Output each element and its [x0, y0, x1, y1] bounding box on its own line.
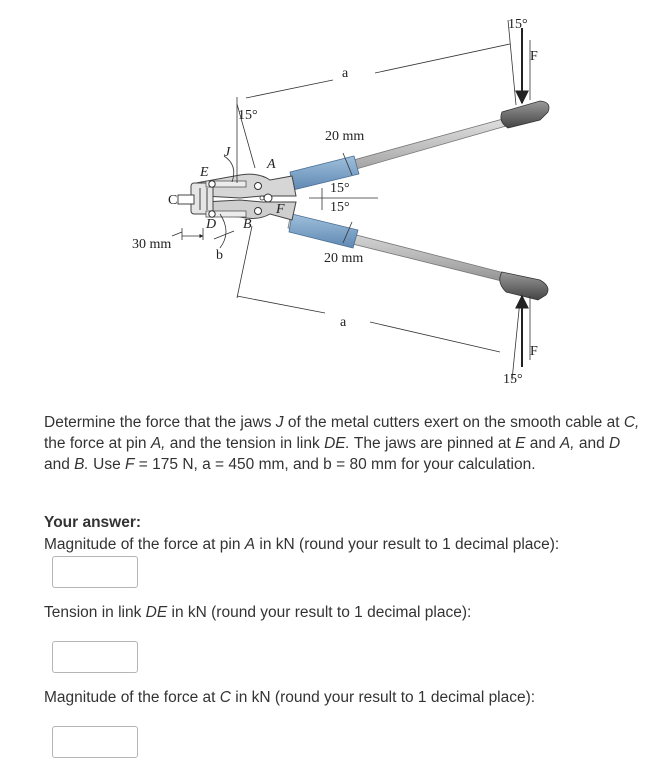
label-15-mid-upper: 15°: [330, 181, 350, 196]
answer-input-tension-de[interactable]: [52, 641, 138, 673]
label-force-bottom: F: [530, 344, 538, 359]
label-30mm: 30 mm: [132, 237, 172, 252]
label-force-top: F: [530, 49, 538, 64]
problem-statement: Determine the force that the jaws J of the metal cutters exert on the smooth cable at C, the force at pin A, and the tension in link DE. The jaws are pinned at E and A, and D and B. Use F = 175 N, a = 450 mm, and b = 80 mm for your calculation.: [44, 414, 640, 473]
label-a-pin: A: [267, 157, 276, 172]
label-b-dim: b: [216, 248, 223, 263]
label-e: E: [200, 165, 209, 180]
label-15-top-right: 15°: [508, 17, 528, 32]
upper-handle: [288, 101, 549, 190]
label-c: C: [168, 193, 178, 208]
label-15-bottom-right: 15°: [503, 372, 523, 387]
label-b-pin: B: [243, 217, 252, 232]
label-15-mid-lower: 15°: [330, 200, 350, 215]
answer-input-force-c[interactable]: [52, 726, 138, 758]
label-20mm-top: 20 mm: [325, 129, 365, 144]
question-force-at-a: Magnitude of the force at pin A in kN (round your result to 1 decimal place):: [44, 536, 560, 553]
label-20mm-bottom: 20 mm: [324, 251, 364, 266]
dimension-lines: [172, 20, 530, 380]
question-force-at-c: Magnitude of the force at C in kN (round your result to 1 decimal place):: [44, 689, 536, 706]
answer-input-force-a[interactable]: [52, 556, 138, 588]
label-a-bottom: a: [340, 315, 347, 330]
label-15-topleft: 15°: [238, 108, 258, 123]
question-tension-de: Tension in link DE in kN (round your result to 1 decimal place):: [44, 604, 472, 621]
label-d: D: [206, 217, 217, 232]
label-f-pin: F: [276, 202, 285, 217]
answer-heading: Your answer:: [44, 514, 142, 531]
label-a-top: a: [342, 66, 349, 81]
label-j: J: [224, 145, 231, 160]
